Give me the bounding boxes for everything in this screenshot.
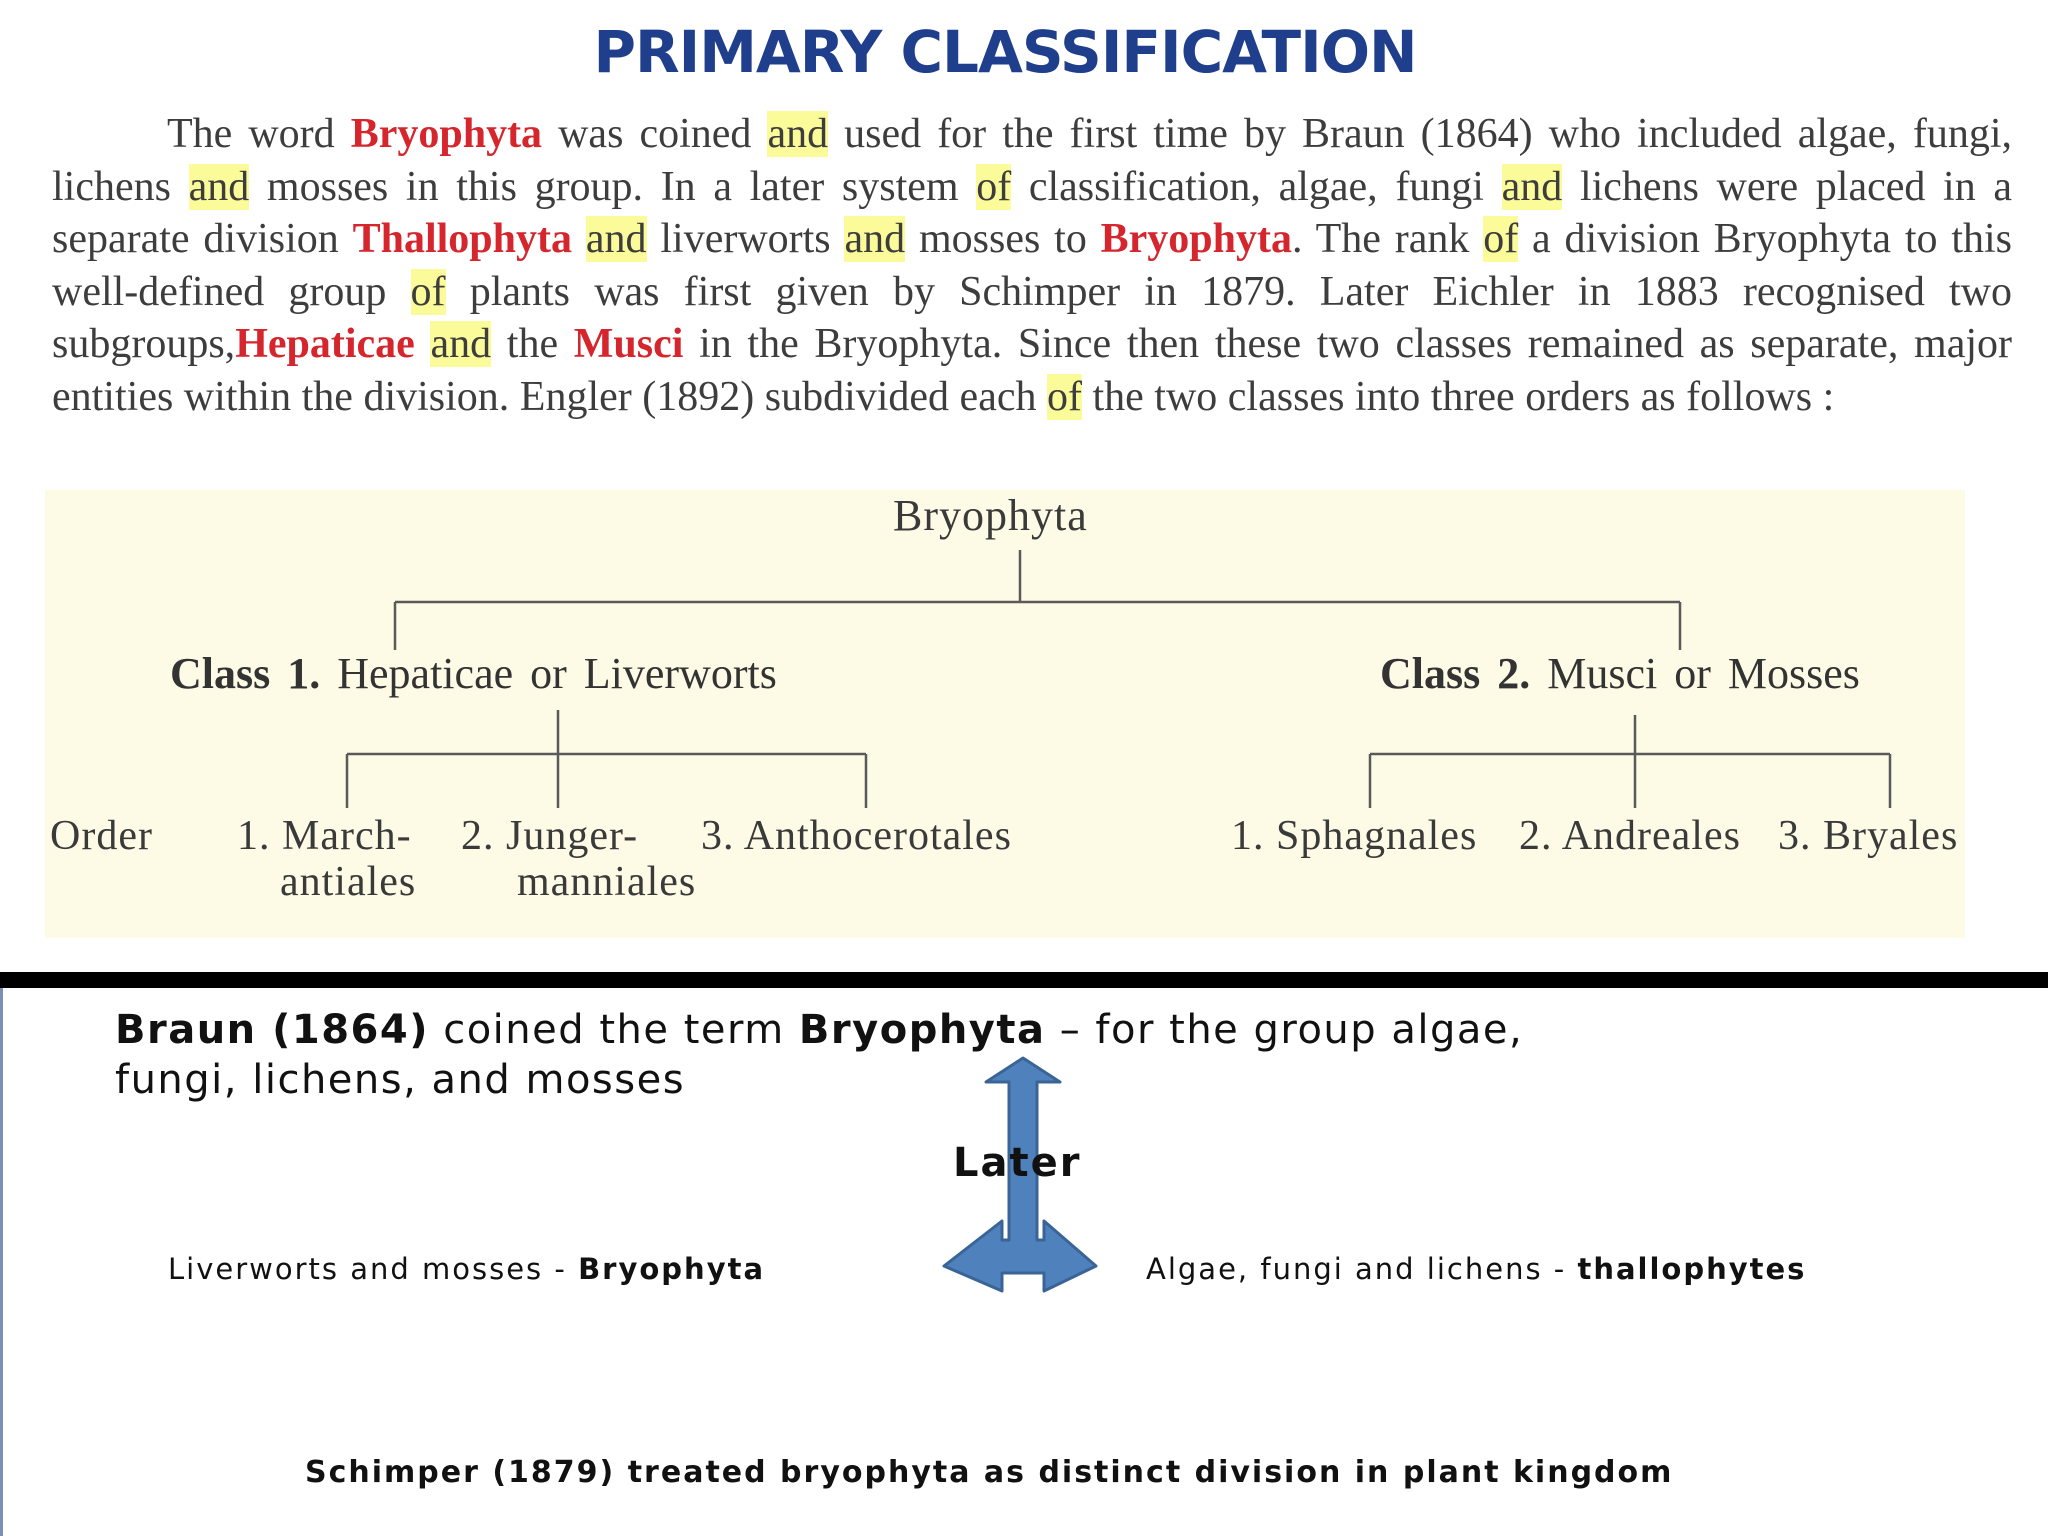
paragraph-text: used for the first time by Braun (1864) who included algae, fungi, lichens	[52, 111, 2012, 210]
order-item	[1778, 812, 1958, 860]
paragraph-text: mosses in this group. In a later system	[249, 163, 977, 210]
order-name: Junger-	[506, 813, 639, 859]
order-name: Bryales	[1823, 813, 1959, 859]
order-name-continued: antiales	[280, 859, 417, 905]
paragraph-text: liverworts	[646, 216, 845, 262]
order-item	[461, 812, 638, 860]
summary-text: – for the group algae,	[1045, 1007, 1524, 1053]
left-branch-label	[168, 1252, 765, 1286]
highlight-word: and	[585, 216, 647, 262]
later-label: Later	[953, 1140, 1082, 1186]
term-bryophyta: Bryophyta	[1100, 216, 1293, 262]
order-item	[1231, 812, 1477, 860]
branch-term: thallophytes	[1577, 1252, 1807, 1286]
highlight-word: and	[188, 163, 250, 210]
paragraph-text: in the Bryophyta. Since then these two classes remained as separate, major entities within the division. Engler (1892) subdivided each	[52, 321, 2013, 420]
class-2-label: Class 2.	[1380, 649, 1531, 698]
slide-border	[0, 988, 3, 1536]
classification-tree	[45, 490, 1965, 938]
paragraph-text: classification, algae, fungi	[1011, 163, 1502, 210]
class-1-label: Class 1.	[170, 649, 321, 698]
highlight-word: of	[976, 163, 1012, 210]
intro-paragraph	[52, 108, 2012, 423]
summary-term: Bryophyta	[798, 1007, 1046, 1053]
order-number: 1.	[237, 813, 271, 859]
term-musci: Musci	[573, 321, 684, 367]
branch-text: Algae, fungi and lichens -	[1146, 1252, 1578, 1286]
highlight-word: of	[1483, 216, 1519, 262]
term-hepaticae: Hepaticae	[235, 321, 415, 367]
order-number: 3.	[701, 813, 735, 859]
class-2-heading	[1380, 648, 1860, 699]
highlight-word: and	[844, 216, 906, 262]
paragraph-text	[415, 321, 431, 367]
order-number: 3.	[1778, 813, 1812, 859]
order-number: 2.	[461, 813, 495, 859]
paragraph-text: the	[491, 321, 574, 367]
braun-summary	[115, 1005, 1523, 1105]
paragraph-text: . The rank	[1292, 216, 1484, 262]
paragraph-text: plants was first given by Schimper in 1879. Later Eichler in 1883 recognised two subgroups,	[52, 268, 2012, 367]
order-item	[701, 812, 1012, 860]
highlight-word: and	[767, 111, 829, 157]
schimper-note: Schimper (1879) treated bryophyta as distinct division in plant kingdom	[305, 1455, 1674, 1490]
order-item	[237, 812, 412, 860]
class-1-heading	[170, 648, 777, 699]
highlight-word: of	[1046, 373, 1082, 420]
branch-term: Bryophyta	[578, 1252, 766, 1286]
summary-text: fungi, lichens, and mosses	[115, 1057, 686, 1103]
order-number: 1.	[1231, 813, 1265, 859]
order-name: Anthocerotales	[743, 813, 1012, 859]
paragraph-text: a division Bryophyta to this well-defined group	[52, 216, 2013, 315]
order-name: Andreales	[1561, 813, 1741, 859]
right-branch-label	[1146, 1252, 1806, 1286]
order-label: Order	[50, 813, 153, 859]
paragraph-text: the two classes into three orders as follows :	[1081, 373, 1835, 420]
highlight-word: and	[1501, 163, 1563, 210]
term-thallophyta: Thallophyta	[352, 216, 573, 262]
tree-root: Bryophyta	[893, 491, 1088, 540]
class-2-name: Musci or Mosses	[1547, 649, 1860, 698]
paragraph-text	[572, 216, 586, 262]
order-name: March-	[282, 813, 412, 859]
section-divider	[0, 972, 2048, 988]
order-name-continued: manniales	[517, 859, 697, 905]
summary-text: coined the term	[428, 1007, 799, 1053]
highlight-word: of	[410, 268, 446, 315]
paragraph-text: The word	[167, 111, 351, 157]
page-title: PRIMARY CLASSIFICATION	[593, 18, 1417, 86]
paragraph-text: mosses to	[905, 216, 1101, 262]
order-name: Sphagnales	[1276, 813, 1478, 859]
highlight-word: and	[430, 321, 492, 367]
branch-text: Liverworts and mosses -	[168, 1252, 579, 1286]
paragraph-text: was coined	[542, 111, 768, 157]
order-item	[1519, 812, 1741, 860]
order-number: 2.	[1519, 813, 1553, 859]
term-bryophyta: Bryophyta	[350, 111, 543, 157]
class-1-name: Hepaticae or Liverworts	[337, 649, 777, 698]
paragraph-text: lichens were placed in a separate division	[52, 163, 2013, 262]
braun-name: Braun (1864)	[115, 1007, 429, 1053]
